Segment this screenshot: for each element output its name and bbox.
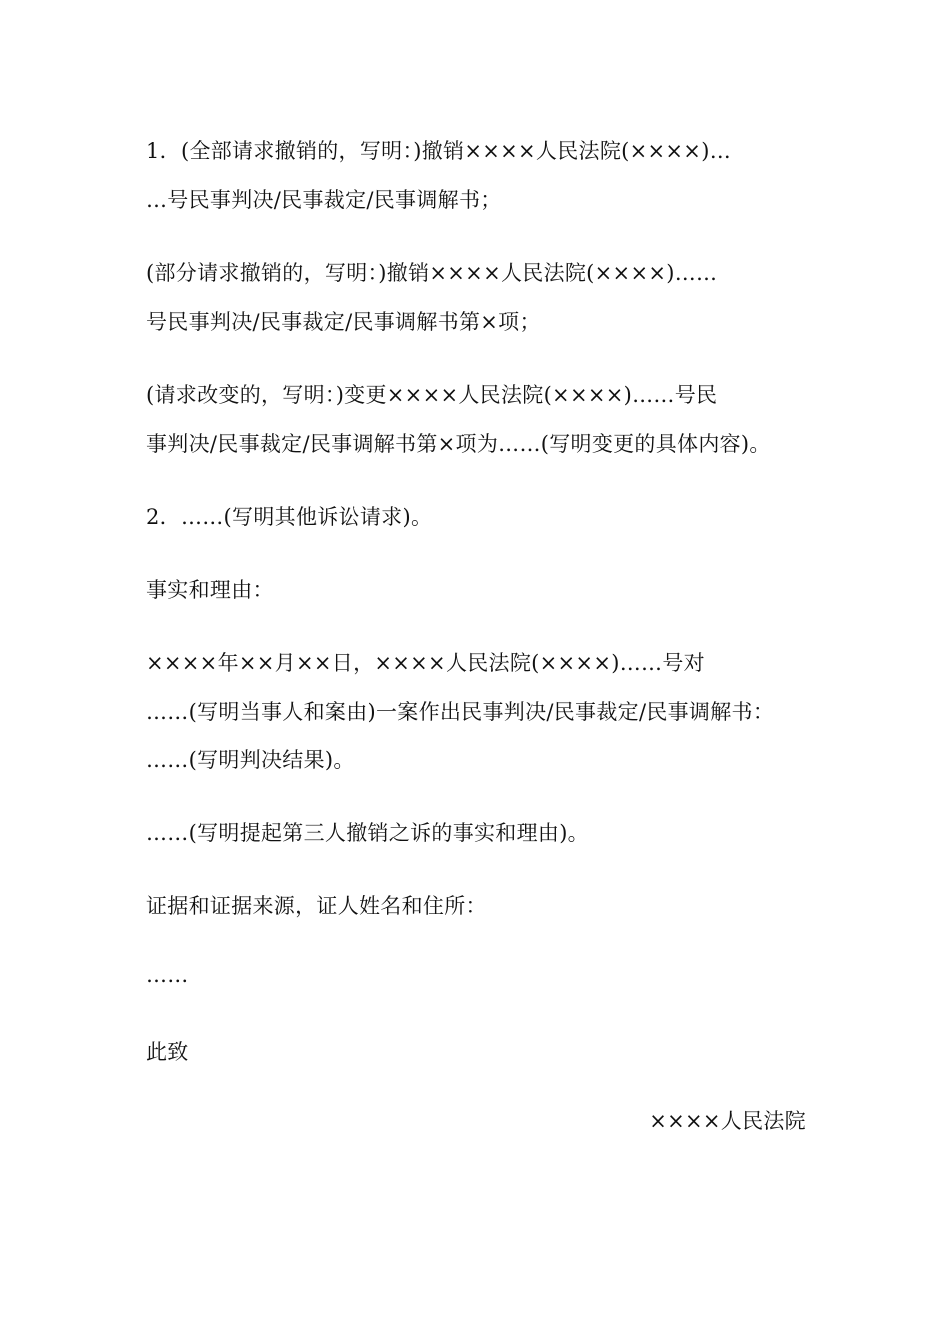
change-line2: 事判决/民事裁定/民事调解书第×项为……(写明变更的具体内容)。	[146, 432, 771, 456]
change-line1: (请求改变的，写明：)变更××××人民法院(××××)……号民	[146, 383, 718, 407]
evidence-content: ……	[146, 963, 189, 987]
court-name: ××××人民法院	[649, 1109, 806, 1133]
facts-reason: ……(写明提起第三人撤销之诉的事实和理由)。	[146, 821, 589, 845]
partial-line1: (部分请求撤销的，写明：)撤销××××人民法院(××××)……	[146, 261, 718, 285]
facts-line1: ××××年××月××日，××××人民法院(××××)……号对	[146, 651, 705, 675]
facts-heading: 事实和理由：	[146, 578, 274, 602]
evidence-heading: 证据和证据来源，证人姓名和住所：	[146, 894, 487, 918]
item2: 2．……(写明其他诉讼请求)。	[146, 505, 433, 529]
closing-text: 此致	[146, 1040, 189, 1064]
item1-line1: 1．(全部请求撤销的，写明：)撤销××××人民法院(××××)…	[146, 139, 731, 163]
item1-line2: …号民事判决/民事裁定/民事调解书；	[146, 188, 502, 212]
facts-line2: ……(写明当事人和案由)一案作出民事判决/民事裁定/民事调解书：	[146, 700, 775, 724]
partial-line2: 号民事判决/民事裁定/民事调解书第×项；	[146, 310, 541, 334]
facts-line3: ……(写明判决结果)。	[146, 748, 355, 772]
